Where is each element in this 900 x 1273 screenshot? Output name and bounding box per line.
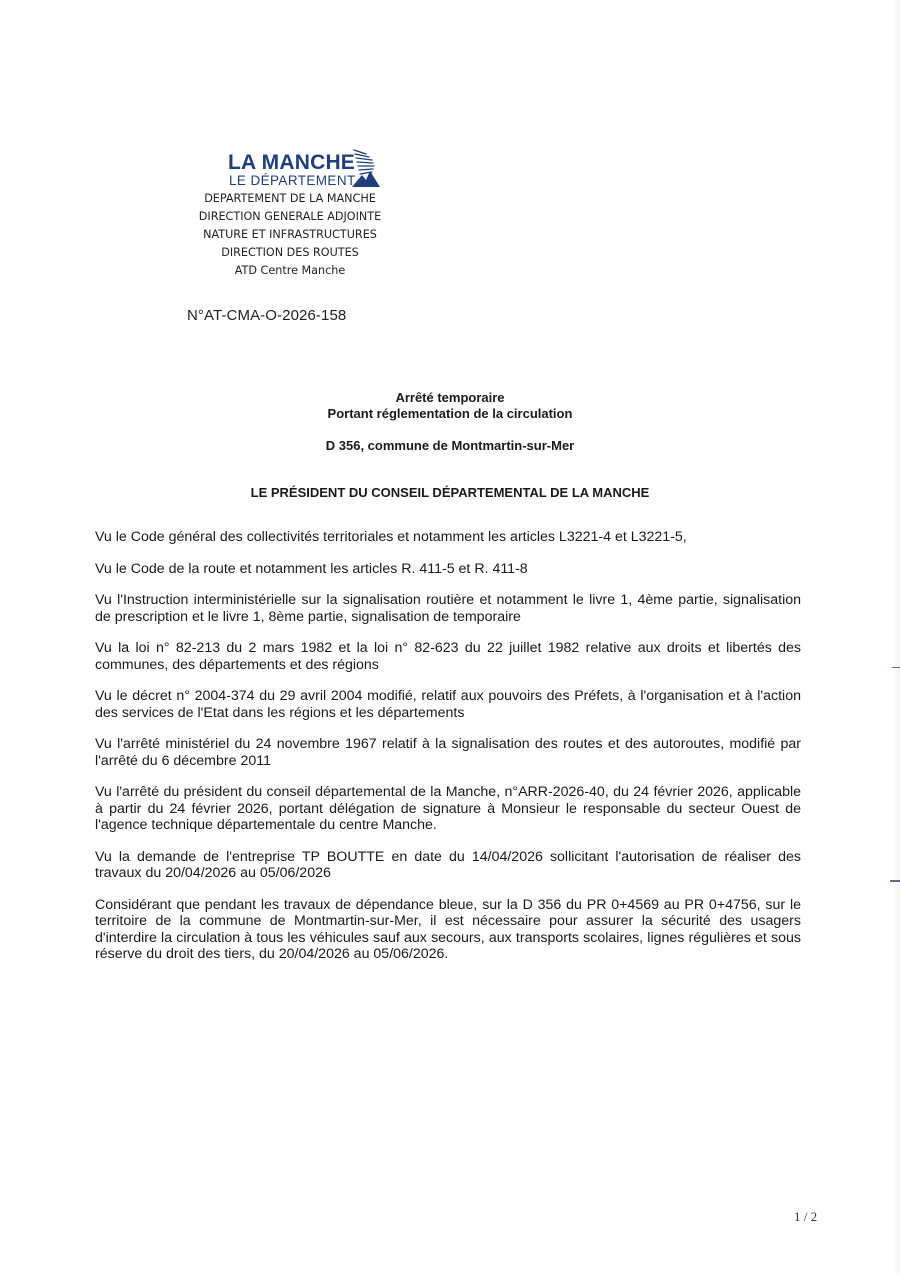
considerant-paragraph: Vu l'Instruction interministérielle sur la signalisation routière et notamment le livre 1, 4ème partie, signalisation de prescription et le livre 1, 8ème partie, signalisation de temporaire [95, 592, 801, 625]
department-line: DIRECTION DES ROUTES [221, 246, 359, 259]
scan-edge [894, 0, 900, 1273]
department-line: DEPARTEMENT DE LA MANCHE [204, 192, 376, 205]
considerant-paragraph: Vu le Code de la route et notamment les articles R. 411-5 et R. 411-8 [95, 560, 528, 577]
title-location: D 356, commune de Montmartin-sur-Mer [325, 438, 575, 453]
department-line: DIRECTION GENERALE ADJOINTE [198, 210, 382, 223]
logo-title: LA MANCHE [228, 151, 356, 174]
page-number: 1 / 2 [794, 1209, 818, 1224]
considerant-paragraph: Vu la loi n° 82-213 du 2 mars 1982 et la loi n° 82-623 du 22 juillet 1982 relative aux droits et libertés des communes, des départements et des régions [95, 640, 801, 673]
department-lines [180, 190, 400, 280]
scan-edge-mark [890, 880, 900, 882]
considerants-list [95, 529, 801, 978]
logo-subtitle: LE DÉPARTEMENT [229, 173, 356, 188]
scan-edge-mark [892, 667, 900, 668]
reference-number: N°AT-CMA-O-2026-158 [187, 307, 347, 324]
title-authority: LE PRÉSIDENT DU CONSEIL DÉPARTEMENTAL DE LA MANCHE [250, 485, 650, 500]
manche-sail-icon [352, 147, 394, 189]
document-title [0, 390, 900, 422]
considerant-paragraph: Vu le décret n° 2004-374 du 29 avril 2004 modifié, relatif aux pouvoirs des Préfets, à l'organisation et à l'action des services de l'Etat dans les régions et les départements [95, 688, 801, 721]
department-line: NATURE ET INFRASTRUCTURES [203, 228, 377, 241]
considerant-paragraph: Vu la demande de l'entreprise TP BOUTTE en date du 14/04/2026 sollicitant l'autorisation de réaliser des travaux du 20/04/2026 au 05/06/2026 [95, 848, 801, 881]
considerant-paragraph: Considérant que pendant les travaux de dépendance bleue, sur la D 356 du PR 0+4569 au PR 0+4756, sur le territoire de la commune de Montmartin-sur-Mer, il est nécessaire pour assurer la sécurité des usagers d'interdire la circulation à tous les véhicules sauf aux secours, aux transports scolaires, lignes régulières et sous réserve du droit des tiers, du 20/04/2026 au 05/06/2026. [95, 896, 801, 962]
title-line2: Portant réglementation de la circulation [327, 406, 573, 421]
department-logo [200, 147, 380, 189]
document-location [0, 438, 900, 454]
considerant-paragraph: Vu l'arrêté ministériel du 24 novembre 1967 relatif à la signalisation des routes et des autoroutes, modifié par l'arrêté du 6 décembre 2011 [95, 736, 801, 769]
considerant-paragraph: Vu l'arrêté du président du conseil départemental de la Manche, n°ARR-2026-40, du 24 février 2026, applicable à partir du 24 février 2026, portant délégation de signature à Monsieur le responsable du secteur Ouest de l'agence technique départementale du centre Manche. [95, 784, 801, 833]
letterhead [180, 147, 400, 280]
considerant-paragraph: Vu le Code général des collectivités territoriales et notamment les articles L3221-4 et L3221-5, [95, 529, 687, 545]
department-line: ATD Centre Manche [234, 264, 346, 277]
document-authority [0, 485, 900, 501]
title-line1: Arrêté temporaire [395, 390, 505, 405]
